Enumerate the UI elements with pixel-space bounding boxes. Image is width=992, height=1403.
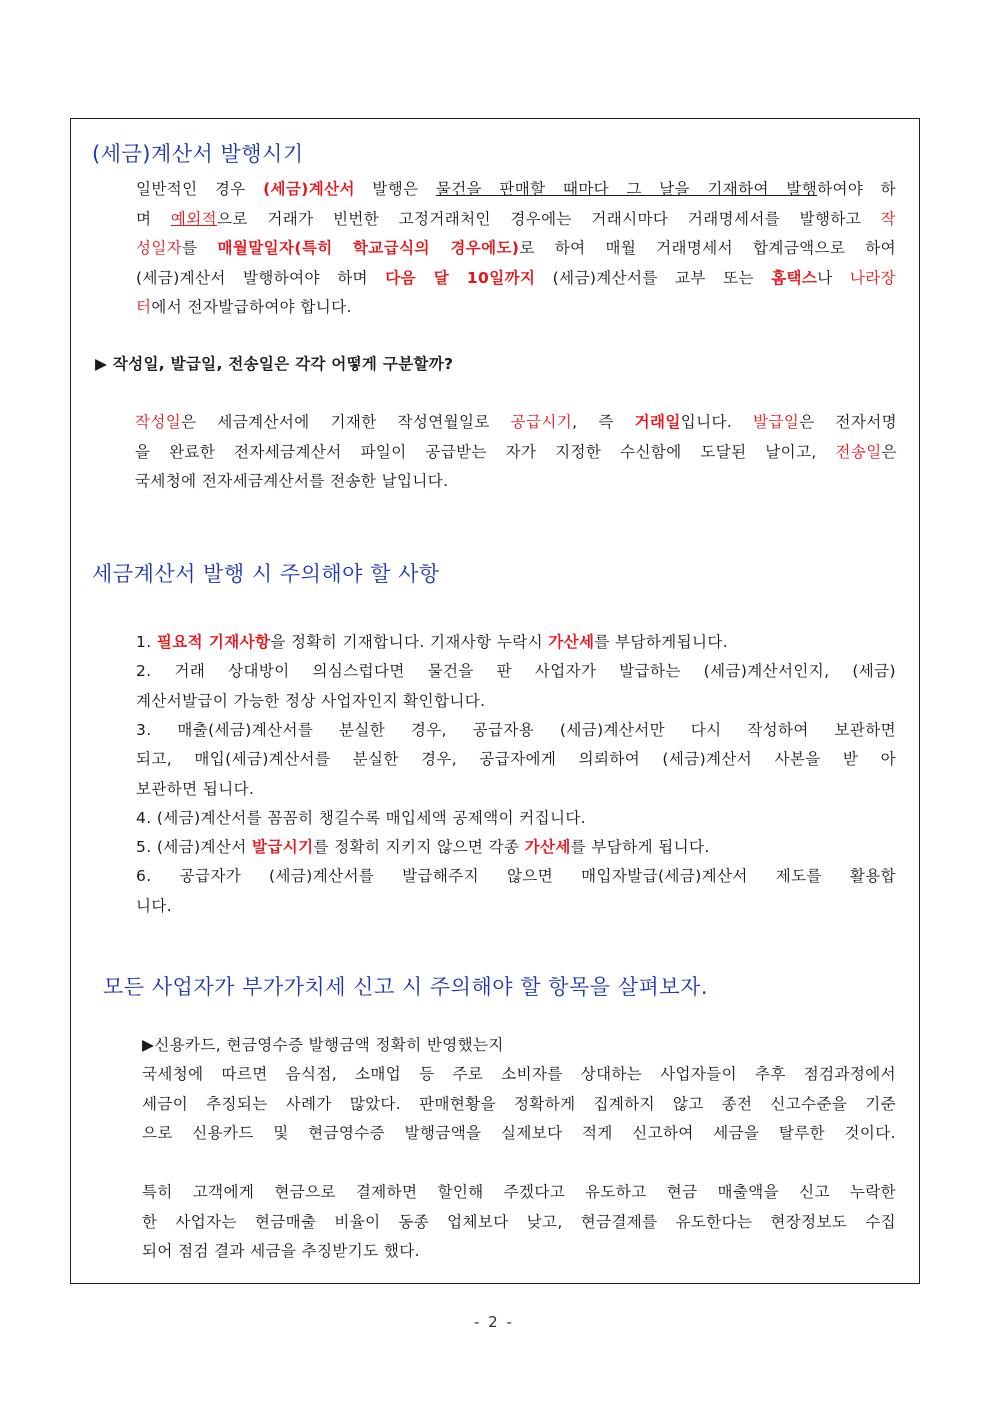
text-run: 입니다. — [680, 413, 754, 431]
text-line — [136, 207, 896, 229]
text-run: 되고, 매입(세금)계산서를 분실한 경우, 공급자에게 의뢰하여 (세금)계산서 사본을 받 아 — [136, 750, 896, 769]
text-run: 으로 거래가 빈번한 고정거래처인 경우에는 거래시마다 거래명세서를 발행하고 — [217, 209, 881, 228]
text-run: 보관하면 됩니다. — [136, 779, 255, 798]
text-run: 를 — [182, 239, 218, 257]
text-run: 계산서발급이 가능한 정상 사업자인지 확인합니다. — [136, 691, 486, 710]
text-run: (세금)계산서 발행하여야 하며 — [136, 268, 386, 287]
highlight-text: (세금)계산서 — [263, 180, 355, 198]
text-run: 5. (세금)계산서 — [136, 838, 253, 857]
highlight-text: 발급일 — [753, 413, 800, 431]
text-run: , 즉 — [572, 413, 635, 431]
text-run: 하여야 하 — [817, 180, 896, 198]
page-number: - 2 - — [474, 1313, 514, 1331]
highlight-text: 발급시기 — [252, 838, 314, 857]
list-line — [136, 718, 896, 740]
list-line — [136, 777, 254, 799]
text-run: 3. 매출(세금)계산서를 분실한 경우, 공급자용 (세금)계산서만 다시 작성하여 보관하면 — [136, 720, 896, 739]
highlight-text: 매월말일자(특히 학교급식의 경우에도) — [217, 239, 520, 257]
text-line — [142, 1180, 896, 1202]
text-run: (세금)계산서를 교부 또는 — [535, 268, 772, 287]
text-line — [142, 1239, 420, 1261]
text-run: 6. 공급자가 (세금)계산서를 발급해주지 않으면 매입자발급(세금)계산서 제도를 활용합 — [136, 867, 896, 886]
question-heading: ▶ 작성일, 발급일, 전송일은 각각 어떻게 구분할까? — [95, 355, 454, 373]
text-line — [135, 469, 448, 491]
text-run: 1. — [136, 633, 157, 651]
text-run: 국세청에 따르면 음식점, 소매업 등 주로 소비자를 상대하는 사업자들이 추후 점검과정에서 — [142, 1065, 896, 1083]
highlight-text: 전송일 — [835, 442, 882, 461]
list-line — [136, 630, 728, 652]
text-run: 2. 거래 상대방이 의심스럽다면 물건을 판 사업자가 발급하는 (세금)계산서인지, (세금) — [136, 662, 896, 681]
text-run: 국세청에 전자세금계산서를 전송한 날입니다. — [135, 472, 449, 490]
text-run: 되어 점검 결과 세금을 추징받기도 했다. — [142, 1242, 420, 1260]
highlight-text: 공급시기 — [510, 413, 573, 431]
highlight-text: 거래일 — [634, 413, 681, 431]
list-line — [136, 659, 896, 681]
list-line — [136, 894, 172, 916]
text-run: 을 정확히 기재합니다. 기재사항 누락시 — [270, 633, 549, 651]
text-run: 은 전자서명 — [799, 413, 897, 431]
text-line — [142, 1210, 896, 1232]
list-line — [136, 806, 586, 828]
text-line — [136, 295, 352, 317]
section1-title: (세금)계산서 발행시기 — [92, 142, 304, 166]
text-run: 한 사업자는 현금매출 비율이 동종 업체보다 낮고, 현금결제를 유도한다는 현장정보도 수집 — [142, 1212, 896, 1231]
text-run: 발행은 — [354, 180, 436, 198]
text-line — [142, 1062, 896, 1084]
text-run: 를 부담하게됩니다. — [594, 633, 729, 651]
highlight-text: 작 — [880, 209, 897, 228]
text-run: 에서 전자발급하여야 합니다. — [151, 298, 352, 316]
text-run: 특히 고객에게 현금으로 결제하면 할인해 주겠다고 유도하고 현금 매출액을 신고 누락한 — [142, 1183, 896, 1201]
text-run: 은 세금계산서에 기재한 작성연월일로 — [181, 413, 511, 431]
text-run: 은 — [881, 442, 897, 461]
highlight-text: 가산세 — [524, 838, 571, 857]
text-line — [135, 440, 897, 462]
highlight-text: 터 — [136, 298, 152, 316]
text-line — [136, 266, 896, 288]
highlight-text: 가산세 — [548, 633, 595, 651]
text-run: 4. (세금)계산서를 꼼꼼히 챙길수록 매입세액 공제액이 커집니다. — [136, 808, 587, 827]
highlight-text: 작성일 — [135, 413, 182, 431]
text-line — [136, 236, 896, 258]
text-run: 으로 신용카드 및 현금영수증 발행금액을 실제보다 적게 신고하여 세금을 탈루한 것이다. — [142, 1124, 896, 1142]
section2-title: 세금계산서 발행 시 주의해야 할 사항 — [92, 562, 440, 586]
text-line — [142, 1092, 896, 1114]
text-line — [135, 410, 897, 432]
text-run: 로 하여 매월 거래명세서 합계금액으로 하여 — [519, 239, 897, 257]
text-run: 를 정확히 지키지 않으면 각종 — [313, 838, 525, 857]
text-run: 니다. — [136, 896, 173, 915]
text-run: 를 부담하게 됩니다. — [570, 838, 710, 857]
text-run: 세금이 추징되는 사례가 많았다. 판매현황을 정확하게 집계하지 않고 종전 신고수준을 기준 — [142, 1094, 896, 1113]
list-line — [136, 747, 896, 769]
highlight-text: 필요적 기재사항 — [156, 633, 271, 651]
text-run: 나 — [817, 268, 850, 287]
highlight-text: 홈택스 — [771, 268, 818, 287]
highlight-text: 나라장 — [849, 268, 897, 287]
section3-subtitle: ▶신용카드, 현금영수증 발행금액 정확히 반영했는지 — [142, 1036, 504, 1054]
highlight-text: 성일자 — [136, 239, 183, 257]
text-run: 을 완료한 전자세금계산서 파일이 공급받는 자가 지정한 수신함에 도달된 날이고, — [135, 442, 836, 461]
text-run: 며 — [136, 209, 171, 228]
section3-title: 모든 사업자가 부가가치세 신고 시 주의해야 할 항목을 살펴보자. — [103, 975, 709, 999]
list-line — [136, 689, 485, 711]
list-line — [136, 835, 710, 857]
text-line — [142, 1121, 896, 1143]
text-run: 물건을 판매할 때마다 그 날을 기재하여 발행 — [435, 180, 818, 198]
text-line — [136, 177, 896, 199]
highlight-text: 예외적 — [170, 209, 218, 228]
highlight-text: 다음 달 10일까지 — [385, 268, 536, 287]
list-line — [136, 864, 896, 886]
text-run: 일반적인 경우 — [136, 180, 264, 198]
